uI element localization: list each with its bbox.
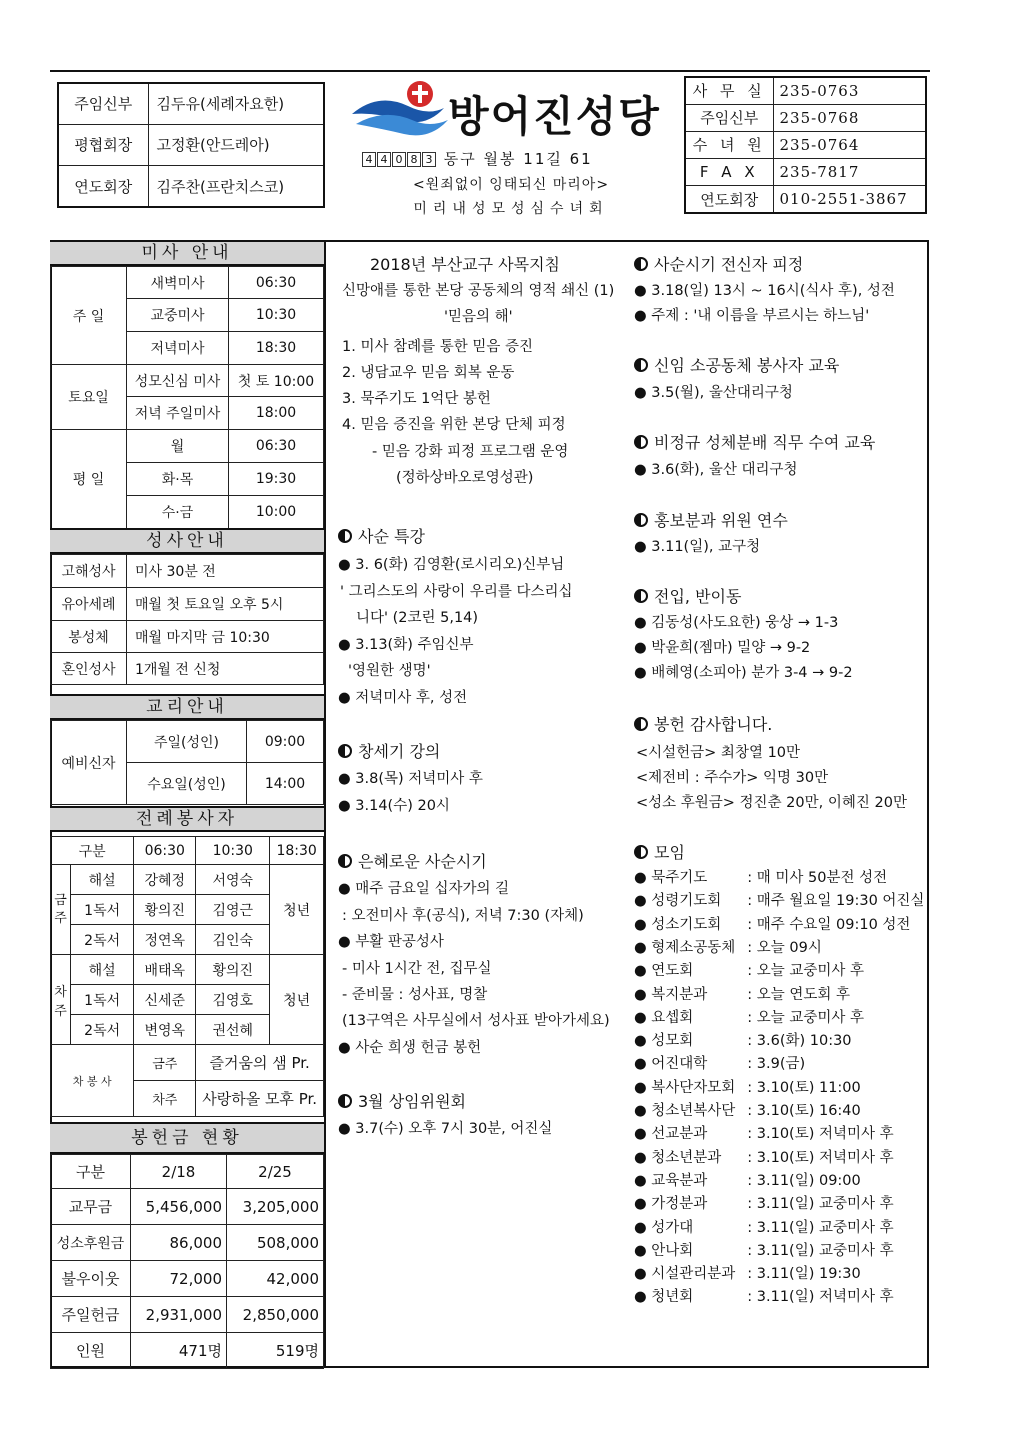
half-moon-icon bbox=[338, 529, 352, 543]
zip-digit: 3 bbox=[422, 152, 436, 167]
meeting-info: : 3.11(일) 교중미사 후 bbox=[747, 1219, 894, 1236]
committee-title: 3월 상임위원회 bbox=[358, 1092, 467, 1111]
meeting-item: ● 요셉회 : 오늘 교중미사 후 bbox=[634, 1006, 864, 1027]
mass-time: 10:30 bbox=[229, 299, 324, 332]
staff-role: 평협회장 bbox=[58, 124, 148, 165]
sacrament-name: 고해성사 bbox=[51, 555, 127, 588]
meeting-name: 교육분과 bbox=[651, 1172, 708, 1189]
meeting-info: : 3.11(일) 교중미사 후 bbox=[747, 1242, 894, 1259]
meeting-info: : 3.10(토) 16:40 bbox=[747, 1103, 861, 1119]
goal-item: (정하상바오로영성관) bbox=[396, 470, 534, 486]
lecture-item: 니다' (2코린 5,14) bbox=[356, 610, 479, 626]
offering-value: 471명 bbox=[131, 1333, 227, 1369]
offering-value: 72,000 bbox=[131, 1261, 227, 1297]
staff-role: 주임신부 bbox=[58, 83, 148, 124]
server-name: 김영호 bbox=[196, 985, 270, 1015]
mass-time: 06:30 bbox=[229, 267, 324, 299]
move-item: 배혜영(소피아) 분가 3-4 → 9-2 bbox=[651, 665, 853, 681]
mass-name: 월 bbox=[127, 430, 229, 463]
meeting-info: : 3.11(일) 저녁미사 후 bbox=[747, 1289, 894, 1306]
vehicle-week: 금주 bbox=[134, 1045, 196, 1081]
mass-name: 새벽미사 bbox=[127, 267, 229, 299]
vehicle-team: 사랑하올 모후 Pr. bbox=[196, 1081, 324, 1117]
eucharist-item: 3.6(화), 울산 대리구청 bbox=[651, 462, 798, 478]
motto-line-2: 미리내성모성심수녀회 bbox=[413, 201, 609, 217]
sacrament-info: 매월 마지막 금 10:30 bbox=[127, 621, 324, 653]
meeting-name: 성령기도회 bbox=[651, 893, 722, 910]
contact-label: 주임신부 bbox=[685, 104, 773, 131]
half-moon-icon bbox=[634, 845, 648, 859]
offering-value: 519명 bbox=[227, 1333, 324, 1369]
lent-item: 사순 희생 헌금 봉헌 bbox=[355, 1040, 482, 1056]
half-moon-icon bbox=[338, 854, 352, 868]
meeting-item: ● 묵주기도 : 매 미사 50분전 성전 bbox=[634, 866, 887, 887]
offering-header: 2/18 bbox=[131, 1155, 227, 1189]
meeting-info: : 3.10(토) 11:00 bbox=[747, 1079, 861, 1096]
lent-title: 은혜로운 사순시기 bbox=[358, 852, 487, 871]
sacrament-table bbox=[50, 554, 324, 685]
meeting-info: : 3.11(일) 09:00 bbox=[747, 1172, 861, 1189]
lent-item: : 오전미사 후(공식), 저녁 7:30 (자체) bbox=[342, 908, 584, 924]
goal-item: - 믿음 강화 피정 프로그램 운영 bbox=[372, 444, 569, 460]
goal-item: 2. 냉담교우 믿음 회복 운동 bbox=[342, 365, 515, 381]
server-evening: 청년 bbox=[270, 865, 324, 955]
server-role: 1독서 bbox=[71, 895, 134, 925]
half-moon-icon bbox=[634, 358, 648, 372]
contact-number: 010-2551-3867 bbox=[773, 186, 926, 213]
half-moon-icon bbox=[338, 744, 352, 758]
lent-item: (13구역은 사무실에서 성사표 받아가세요) bbox=[342, 1013, 610, 1029]
meeting-title: 모임 bbox=[654, 843, 685, 862]
server-name: 정연옥 bbox=[134, 925, 196, 955]
genesis-title: 창세기 강의 bbox=[358, 742, 441, 761]
mass-name: 수·금 bbox=[127, 496, 229, 529]
staff-name: 김주찬(프란치스코) bbox=[148, 166, 324, 207]
thanks-title: 봉헌 감사합니다. bbox=[654, 715, 773, 734]
server-name: 권선혜 bbox=[196, 1015, 270, 1045]
doctrine-day: 주일(성인) bbox=[127, 721, 247, 763]
mass-time: 18:30 bbox=[229, 332, 324, 365]
mass-name: 저녁 주일미사 bbox=[127, 397, 229, 430]
meeting-info: : 3.10(토) 저녁미사 후 bbox=[747, 1149, 894, 1166]
diocese-subtitle: 신망애를 통한 본당 공동체의 영적 쇄신 (1) bbox=[342, 283, 615, 299]
mass-name: 저녁미사 bbox=[127, 332, 229, 365]
meeting-name: 복사단자모회 bbox=[651, 1079, 736, 1096]
sacrament-name: 유아세례 bbox=[51, 588, 127, 621]
lecture-item: 3.13(화) 주임신부 bbox=[355, 637, 474, 653]
offering-value: 2,931,000 bbox=[131, 1297, 227, 1333]
meeting-info: : 3.11(일) 19:30 bbox=[747, 1266, 861, 1283]
zip-digit: 4 bbox=[362, 152, 376, 167]
offering-value: 3,205,000 bbox=[227, 1189, 324, 1225]
lent-item: - 준비물 : 성사표, 명찰 bbox=[342, 987, 488, 1003]
sacrament-name: 봉성체 bbox=[51, 621, 127, 653]
meeting-name: 요셉회 bbox=[651, 1009, 694, 1026]
vehicle-label: 차 봉 사 bbox=[51, 1045, 134, 1117]
meeting-item: ● 교육분과 : 3.11(일) 09:00 bbox=[634, 1169, 861, 1190]
server-name: 변영옥 bbox=[134, 1015, 196, 1045]
doctrine-time: 09:00 bbox=[247, 721, 324, 763]
lecture-item: 3. 6(화) 김영환(로시리오)신부님 bbox=[355, 557, 565, 573]
lecture-item: '영원한 생명' bbox=[348, 663, 431, 679]
meeting-name: 어진대학 bbox=[651, 1056, 708, 1073]
mass-table bbox=[50, 266, 324, 529]
doctrine-label: 예비신자 bbox=[51, 721, 127, 805]
lent-item: 부활 판공성사 bbox=[355, 934, 444, 950]
meeting-info: : 3.11(일) 교중미사 후 bbox=[747, 1196, 894, 1213]
mass-time: 19:30 bbox=[229, 463, 324, 496]
half-moon-icon bbox=[338, 1094, 352, 1108]
this-week-label: 금주 bbox=[51, 865, 71, 955]
motto-line-1: <원죄없이 잉태되신 마리아> bbox=[412, 177, 610, 193]
zip-digit: 8 bbox=[407, 152, 421, 167]
vehicle-week: 차주 bbox=[134, 1081, 196, 1117]
server-role: 1독서 bbox=[71, 985, 134, 1015]
servers-table bbox=[50, 836, 324, 1117]
move-title: 전입, 반이동 bbox=[654, 587, 742, 606]
offering-value: 508,000 bbox=[227, 1225, 324, 1261]
contacts-table bbox=[684, 76, 927, 214]
mass-time: 첫 토 10:00 bbox=[229, 365, 324, 397]
meeting-item: ● 어진대학 : 3.9(금) bbox=[634, 1052, 805, 1073]
offering-value: 86,000 bbox=[131, 1225, 227, 1261]
meeting-item: ● 선교분과 : 3.10(토) 저녁미사 후 bbox=[634, 1122, 894, 1143]
doctrine-time: 14:00 bbox=[247, 763, 324, 805]
server-role: 2독서 bbox=[71, 1015, 134, 1045]
contact-number: 235-0768 bbox=[773, 104, 926, 131]
servers-header: 18:30 bbox=[270, 837, 324, 865]
mass-time: 10:00 bbox=[229, 496, 324, 529]
zip-digit: 4 bbox=[377, 152, 391, 167]
goal-item: 4. 믿음 증진을 위한 본당 단체 피정 bbox=[342, 417, 566, 433]
pr-item: 3.11(일), 교구청 bbox=[651, 539, 761, 555]
lent-item: 매주 금요일 십자가의 길 bbox=[355, 881, 510, 897]
sacrament-info: 1개월 전 신청 bbox=[127, 653, 324, 685]
header-rule bbox=[50, 70, 930, 72]
goal-item: 1. 미사 참례를 통한 믿음 증진 bbox=[342, 339, 533, 355]
meeting-item: ● 청년회 : 3.11(일) 저녁미사 후 bbox=[634, 1285, 894, 1306]
mass-name: 성모신심 미사 bbox=[127, 365, 229, 397]
half-moon-icon bbox=[634, 589, 648, 603]
meeting-name: 성모회 bbox=[651, 1033, 694, 1050]
server-name: 김영근 bbox=[196, 895, 270, 925]
vehicle-team: 즐거움의 샘 Pr. bbox=[196, 1045, 324, 1081]
committee-item: 3.7(수) 오후 7시 30분, 어진실 bbox=[355, 1121, 553, 1137]
year-title: '믿음의 해' bbox=[444, 309, 513, 325]
offering-name: 교무금 bbox=[51, 1189, 131, 1225]
new-leaders-item: 3.5(월), 울산대리구청 bbox=[651, 385, 793, 401]
diocese-title: 2018년 부산교구 사목지침 bbox=[370, 255, 560, 274]
staff-table bbox=[57, 82, 325, 208]
genesis-item: 3.14(수) 20시 bbox=[355, 798, 450, 814]
meeting-info: : 오늘 09시 bbox=[747, 939, 822, 956]
offering-value: 5,456,000 bbox=[131, 1189, 227, 1225]
server-name: 김인숙 bbox=[196, 925, 270, 955]
meeting-name: 청소년복사단 bbox=[651, 1103, 736, 1119]
meeting-item: ● 성소기도회 : 매주 수요일 09:10 성전 bbox=[634, 913, 910, 934]
contact-label: F A X bbox=[685, 159, 773, 186]
next-week-label: 차주 bbox=[51, 955, 71, 1045]
meeting-info: : 오늘 연도회 후 bbox=[747, 986, 851, 1003]
half-moon-icon bbox=[634, 435, 648, 449]
contact-number: 235-7817 bbox=[773, 159, 926, 186]
meeting-item: ● 성가대 : 3.11(일) 교중미사 후 bbox=[634, 1216, 894, 1237]
staff-name: 김두유(세례자요한) bbox=[148, 83, 324, 124]
sacrament-info: 매월 첫 토요일 오후 5시 bbox=[127, 588, 324, 621]
doctrine-title: 교리안내 bbox=[50, 694, 324, 720]
server-name: 강혜정 bbox=[134, 865, 196, 895]
thanks-item: <제전비 : 주수가> 익명 30만 bbox=[636, 770, 829, 786]
lecture-item: ' 그리스도의 사랑이 우리를 다스리십 bbox=[340, 584, 573, 600]
move-item: 김동성(사도요한) 웅상 → 1-3 bbox=[651, 615, 839, 631]
meeting-item: ● 성모회 : 3.6(화) 10:30 bbox=[634, 1029, 852, 1050]
meeting-name: 복지분과 bbox=[651, 986, 708, 1003]
zip-digit: 0 bbox=[392, 152, 406, 167]
contact-number: 235-0763 bbox=[773, 77, 926, 104]
thanks-item: <성소 후원금> 정진춘 20만, 이혜진 20만 bbox=[636, 795, 907, 811]
weekday-label: 평 일 bbox=[51, 430, 127, 529]
genesis-item: 3.8(목) 저녁미사 후 bbox=[355, 771, 483, 787]
lecture-title: 사순 특강 bbox=[358, 527, 425, 546]
offering-name: 주일헌금 bbox=[51, 1297, 131, 1333]
retreat-item: 주제 : '내 이름을 부르시는 하느님' bbox=[651, 308, 870, 324]
server-role: 해설 bbox=[71, 955, 134, 985]
meeting-item: ● 시설관리분과 : 3.11(일) 19:30 bbox=[634, 1262, 861, 1283]
server-name: 서영숙 bbox=[196, 865, 270, 895]
meeting-info: : 매주 수요일 09:10 성전 bbox=[747, 916, 911, 933]
offering-name: 인원 bbox=[51, 1333, 131, 1369]
server-name: 신세준 bbox=[134, 985, 196, 1015]
servers-header: 06:30 bbox=[134, 837, 196, 865]
servers-header: 10:30 bbox=[196, 837, 270, 865]
contact-label: 사 무 실 bbox=[685, 77, 773, 104]
meeting-name: 묵주기도 bbox=[651, 870, 708, 886]
servers-header: 구분 bbox=[51, 837, 134, 865]
meeting-item: ● 청소년분과 : 3.10(토) 저녁미사 후 bbox=[634, 1146, 894, 1167]
meeting-name: 청년회 bbox=[651, 1289, 694, 1306]
sunday-label: 주 일 bbox=[51, 267, 127, 365]
offering-name: 불우이웃 bbox=[51, 1261, 131, 1297]
meeting-name: 성소기도회 bbox=[651, 916, 722, 933]
contact-label: 연도회장 bbox=[685, 186, 773, 213]
meeting-item: ● 청소년복사단 : 3.10(토) 16:40 bbox=[634, 1099, 861, 1120]
sacrament-info: 미사 30분 전 bbox=[127, 555, 324, 588]
meeting-name: 시설관리분과 bbox=[651, 1266, 736, 1283]
server-name: 황의진 bbox=[134, 895, 196, 925]
half-moon-icon bbox=[634, 717, 648, 731]
meeting-name: 형제소공동체 bbox=[651, 939, 736, 956]
offering-value: 42,000 bbox=[227, 1261, 324, 1297]
left-column bbox=[50, 240, 326, 1368]
doctrine-table bbox=[50, 720, 324, 805]
staff-name: 고정환(안드레아) bbox=[148, 124, 324, 165]
meeting-name: 성가대 bbox=[651, 1219, 694, 1236]
meeting-info: : 오늘 교중미사 후 bbox=[747, 1009, 865, 1026]
address bbox=[362, 148, 662, 169]
move-item: 박윤희(젬마) 밀양 → 9-2 bbox=[651, 640, 811, 656]
mass-time: 06:30 bbox=[229, 430, 324, 463]
server-name: 배태옥 bbox=[134, 955, 196, 985]
pr-title: 홍보분과 위원 연수 bbox=[654, 511, 788, 530]
mass-name: 교중미사 bbox=[127, 299, 229, 332]
offering-name: 성소후원금 bbox=[51, 1225, 131, 1261]
meeting-name: 안나회 bbox=[651, 1242, 694, 1259]
contact-number: 235-0764 bbox=[773, 131, 926, 158]
meeting-item: ● 성령기도회 : 매주 월요일 19:30 어진실 bbox=[634, 889, 924, 910]
parish-name: 방어진성당 bbox=[448, 92, 661, 141]
half-moon-icon bbox=[634, 257, 648, 271]
meeting-item: ● 가정분과 : 3.11(일) 교중미사 후 bbox=[634, 1192, 894, 1213]
sacrament-title: 성사안내 bbox=[50, 528, 324, 554]
meeting-info: : 오늘 교중미사 후 bbox=[747, 963, 865, 980]
goal-item: 3. 묵주기도 1억단 봉헌 bbox=[342, 391, 491, 407]
doctrine-day: 수요일(성인) bbox=[127, 763, 247, 805]
meeting-item: ● 형제소공동체 : 오늘 09시 bbox=[634, 936, 822, 957]
offering-header: 구분 bbox=[51, 1155, 131, 1189]
meeting-info: : 매 미사 50분전 성전 bbox=[747, 870, 888, 886]
meeting-info: : 3.9(금) bbox=[747, 1056, 806, 1073]
meeting-name: 연도회 bbox=[651, 963, 694, 980]
offering-title: 봉헌금 현황 bbox=[50, 1122, 324, 1154]
meeting-info: : 3.6(화) 10:30 bbox=[747, 1033, 852, 1050]
meeting-item: ● 연도회 : 오늘 교중미사 후 bbox=[634, 959, 864, 980]
servers-title: 전례봉사자 bbox=[50, 806, 324, 832]
mass-name: 화·목 bbox=[127, 463, 229, 496]
retreat-item: 3.18(일) 13시 ~ 16시(식사 후), 성전 bbox=[651, 283, 895, 299]
half-moon-icon bbox=[634, 513, 648, 527]
eucharist-title: 비정규 성체분배 직무 수여 교육 bbox=[654, 433, 876, 452]
thanks-item: <시설헌금> 최창열 10만 bbox=[636, 745, 801, 761]
meeting-item: ● 복지분과 : 오늘 연도회 후 bbox=[634, 983, 850, 1004]
sacrament-name: 혼인성사 bbox=[51, 653, 127, 685]
server-name: 황의진 bbox=[196, 955, 270, 985]
saturday-label: 토요일 bbox=[51, 365, 127, 430]
mass-time: 18:00 bbox=[229, 397, 324, 430]
meeting-item: ● 복사단자모회 : 3.10(토) 11:00 bbox=[634, 1076, 861, 1097]
offering-table bbox=[50, 1154, 324, 1369]
meeting-name: 선교분과 bbox=[651, 1126, 708, 1143]
staff-role: 연도회장 bbox=[58, 166, 148, 207]
offering-header: 2/25 bbox=[227, 1155, 324, 1189]
lecture-item: 저녁미사 후, 성전 bbox=[355, 690, 468, 706]
server-role: 2독서 bbox=[71, 925, 134, 955]
server-role: 해설 bbox=[71, 865, 134, 895]
address-text: 동구 월봉 11길 61 bbox=[443, 150, 593, 168]
meeting-info: : 3.10(토) 저녁미사 후 bbox=[747, 1126, 894, 1143]
offering-value: 2,850,000 bbox=[227, 1297, 324, 1333]
new-leaders-title: 신임 소공동체 봉사자 교육 bbox=[654, 356, 840, 375]
retreat-title: 사순시기 전신자 피정 bbox=[654, 255, 804, 274]
meeting-name: 가정분과 bbox=[651, 1196, 708, 1213]
mass-title: 미사 안내 bbox=[50, 240, 324, 266]
lent-item: - 미사 1시간 전, 집무실 bbox=[342, 961, 492, 977]
meeting-name: 청소년분과 bbox=[651, 1149, 722, 1166]
server-evening: 청년 bbox=[270, 955, 324, 1045]
meeting-item: ● 안나회 : 3.11(일) 교중미사 후 bbox=[634, 1239, 894, 1260]
contact-label: 수 녀 원 bbox=[685, 131, 773, 158]
meeting-info: : 매주 월요일 19:30 어진실 bbox=[747, 893, 925, 910]
